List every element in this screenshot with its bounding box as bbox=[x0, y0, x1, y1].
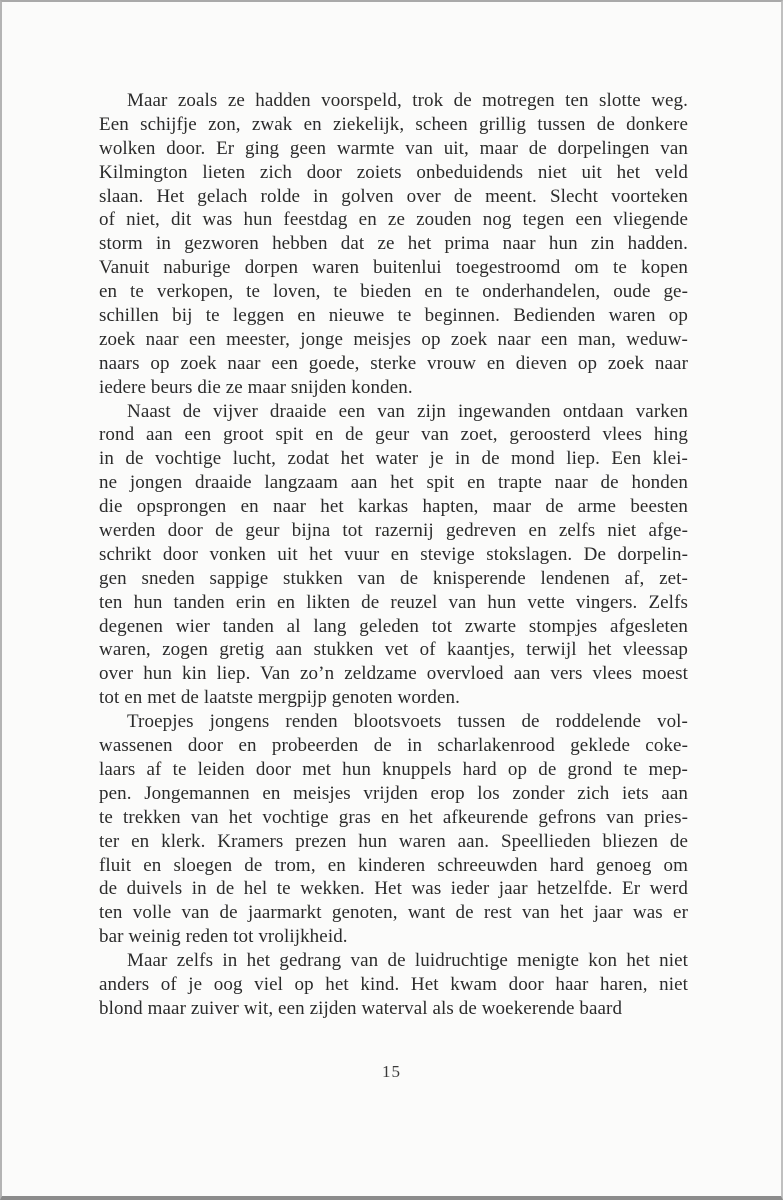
text-line: of niet, dit was hun feestdag en ze zouden nog tegen een vliegende bbox=[99, 209, 688, 231]
text-line: Troepjes jongens renden blootsvoets tussen de roddelende vol- bbox=[127, 711, 688, 733]
text-line: tot en met de laatste mergpijp genoten worden. bbox=[99, 687, 460, 709]
text-line: in de vochtige lucht, zodat het water je in de mond liep. Een klei- bbox=[99, 448, 688, 470]
text-line: Kilmington lieten zich door zoiets onbeduidends niet uit het veld bbox=[99, 161, 688, 183]
text-line: te trekken van het vochtige gras en het afkeurende gefrons van pries- bbox=[99, 806, 688, 828]
paragraph bbox=[99, 949, 688, 1021]
text-line: ten volle van de jaarmarkt genoten, want de rest van het jaar was er bbox=[99, 902, 688, 924]
text-line: over hun kin liep. Van zo’n zeldzame overvloed aan vers vlees moest bbox=[99, 663, 688, 685]
text-line: Maar zoals ze hadden voorspeld, trok de motregen ten slotte weg. bbox=[127, 90, 688, 111]
text-line: en te verkopen, te loven, te bieden en te onderhandelen, oude ge- bbox=[99, 281, 688, 303]
text-line: schrikt door vonken uit het vuur en stevige stokslagen. De dorpelin- bbox=[99, 543, 688, 565]
text-line: slaan. Het gelach rolde in golven over de meent. Slecht voorteken bbox=[99, 185, 688, 207]
text-line: die opsprongen en naar het karkas hapten, maar de arme beesten bbox=[99, 496, 688, 518]
text-line: zoek naar een meester, jonge meisjes op zoek naar een man, weduw- bbox=[99, 328, 688, 350]
text-line: rond aan een groot spit en de geur van zoet, geroosterd vlees hing bbox=[99, 424, 688, 446]
text-line: iedere beurs die ze maar snijden konden. bbox=[99, 376, 413, 398]
page-number: 15 bbox=[382, 1061, 401, 1081]
text-line: Maar zelfs in het gedrang van de luidruchtige menigte kon het niet bbox=[127, 950, 688, 972]
text-line: degenen wier tanden al lang geleden tot zwarte stompjes afgesleten bbox=[99, 615, 688, 637]
text-line: waren, zogen gretig aan stukken vet of kaantjes, terwijl het vleessap bbox=[99, 639, 688, 661]
text-line: blond maar zuiver wit, een zijden waterval als de woekerende baard bbox=[99, 997, 623, 1019]
paragraph bbox=[99, 89, 688, 400]
text-line: wassenen door en probeerden de in scharlakenrood geklede coke- bbox=[99, 735, 688, 757]
text-line: anders of je oog viel op het kind. Het kwam door haar haren, niet bbox=[99, 973, 688, 995]
text-line: storm in gezworen hebben dat ze het prima naar hun zin hadden. bbox=[99, 233, 688, 255]
text-line: laars af te leiden door met hun knuppels hard op de grond te mep- bbox=[99, 758, 688, 780]
text-line: gen sneden sappige stukken van de knisperende lendenen af, zet- bbox=[99, 567, 688, 589]
text-block bbox=[2, 2, 781, 1021]
paragraph bbox=[99, 400, 688, 711]
text-line: Naast de vijver draaide een van zijn ingewanden ontdaan varken bbox=[127, 400, 688, 422]
text-line: Vanuit naburige dorpen waren buitenlui toegestroomd om te kopen bbox=[99, 257, 688, 279]
text-line: werden door de geur bijna tot razernij gedreven en zelfs niet afge- bbox=[99, 520, 688, 542]
text-line: Een schijfje zon, zwak en ziekelijk, scheen grillig tussen de donkere bbox=[99, 113, 688, 135]
text-line: ne jongen draaide langzaam aan het spit en trapte naar de honden bbox=[99, 472, 688, 494]
text-line: wolken door. Er ging geen warmte van uit, maar de dorpelingen van bbox=[99, 137, 688, 159]
text-line: de duivels in de hel te wekken. Het was ieder jaar hetzelfde. Er werd bbox=[99, 878, 688, 900]
text-line: bar weinig reden tot vrolijkheid. bbox=[99, 926, 348, 948]
text-line: ter en klerk. Kramers prezen hun waren aan. Speellieden bliezen de bbox=[99, 830, 688, 852]
text-line: fluit en sloegen de trom, en kinderen schreeuwden hard genoeg om bbox=[99, 854, 688, 876]
text-line: naars op zoek naar een goede, sterke vrouw en dieven op zoek naar bbox=[99, 352, 688, 374]
paragraph bbox=[99, 710, 688, 949]
text-line: ten hun tanden erin en likten de reuzel van hun vette vingers. Zelfs bbox=[99, 591, 688, 613]
text-line: pen. Jongemannen en meisjes vrijden erop los zonder zich iets aan bbox=[99, 782, 688, 804]
text-line: schillen bij te leggen en nieuwe te beginnen. Bedienden waren op bbox=[99, 305, 688, 327]
